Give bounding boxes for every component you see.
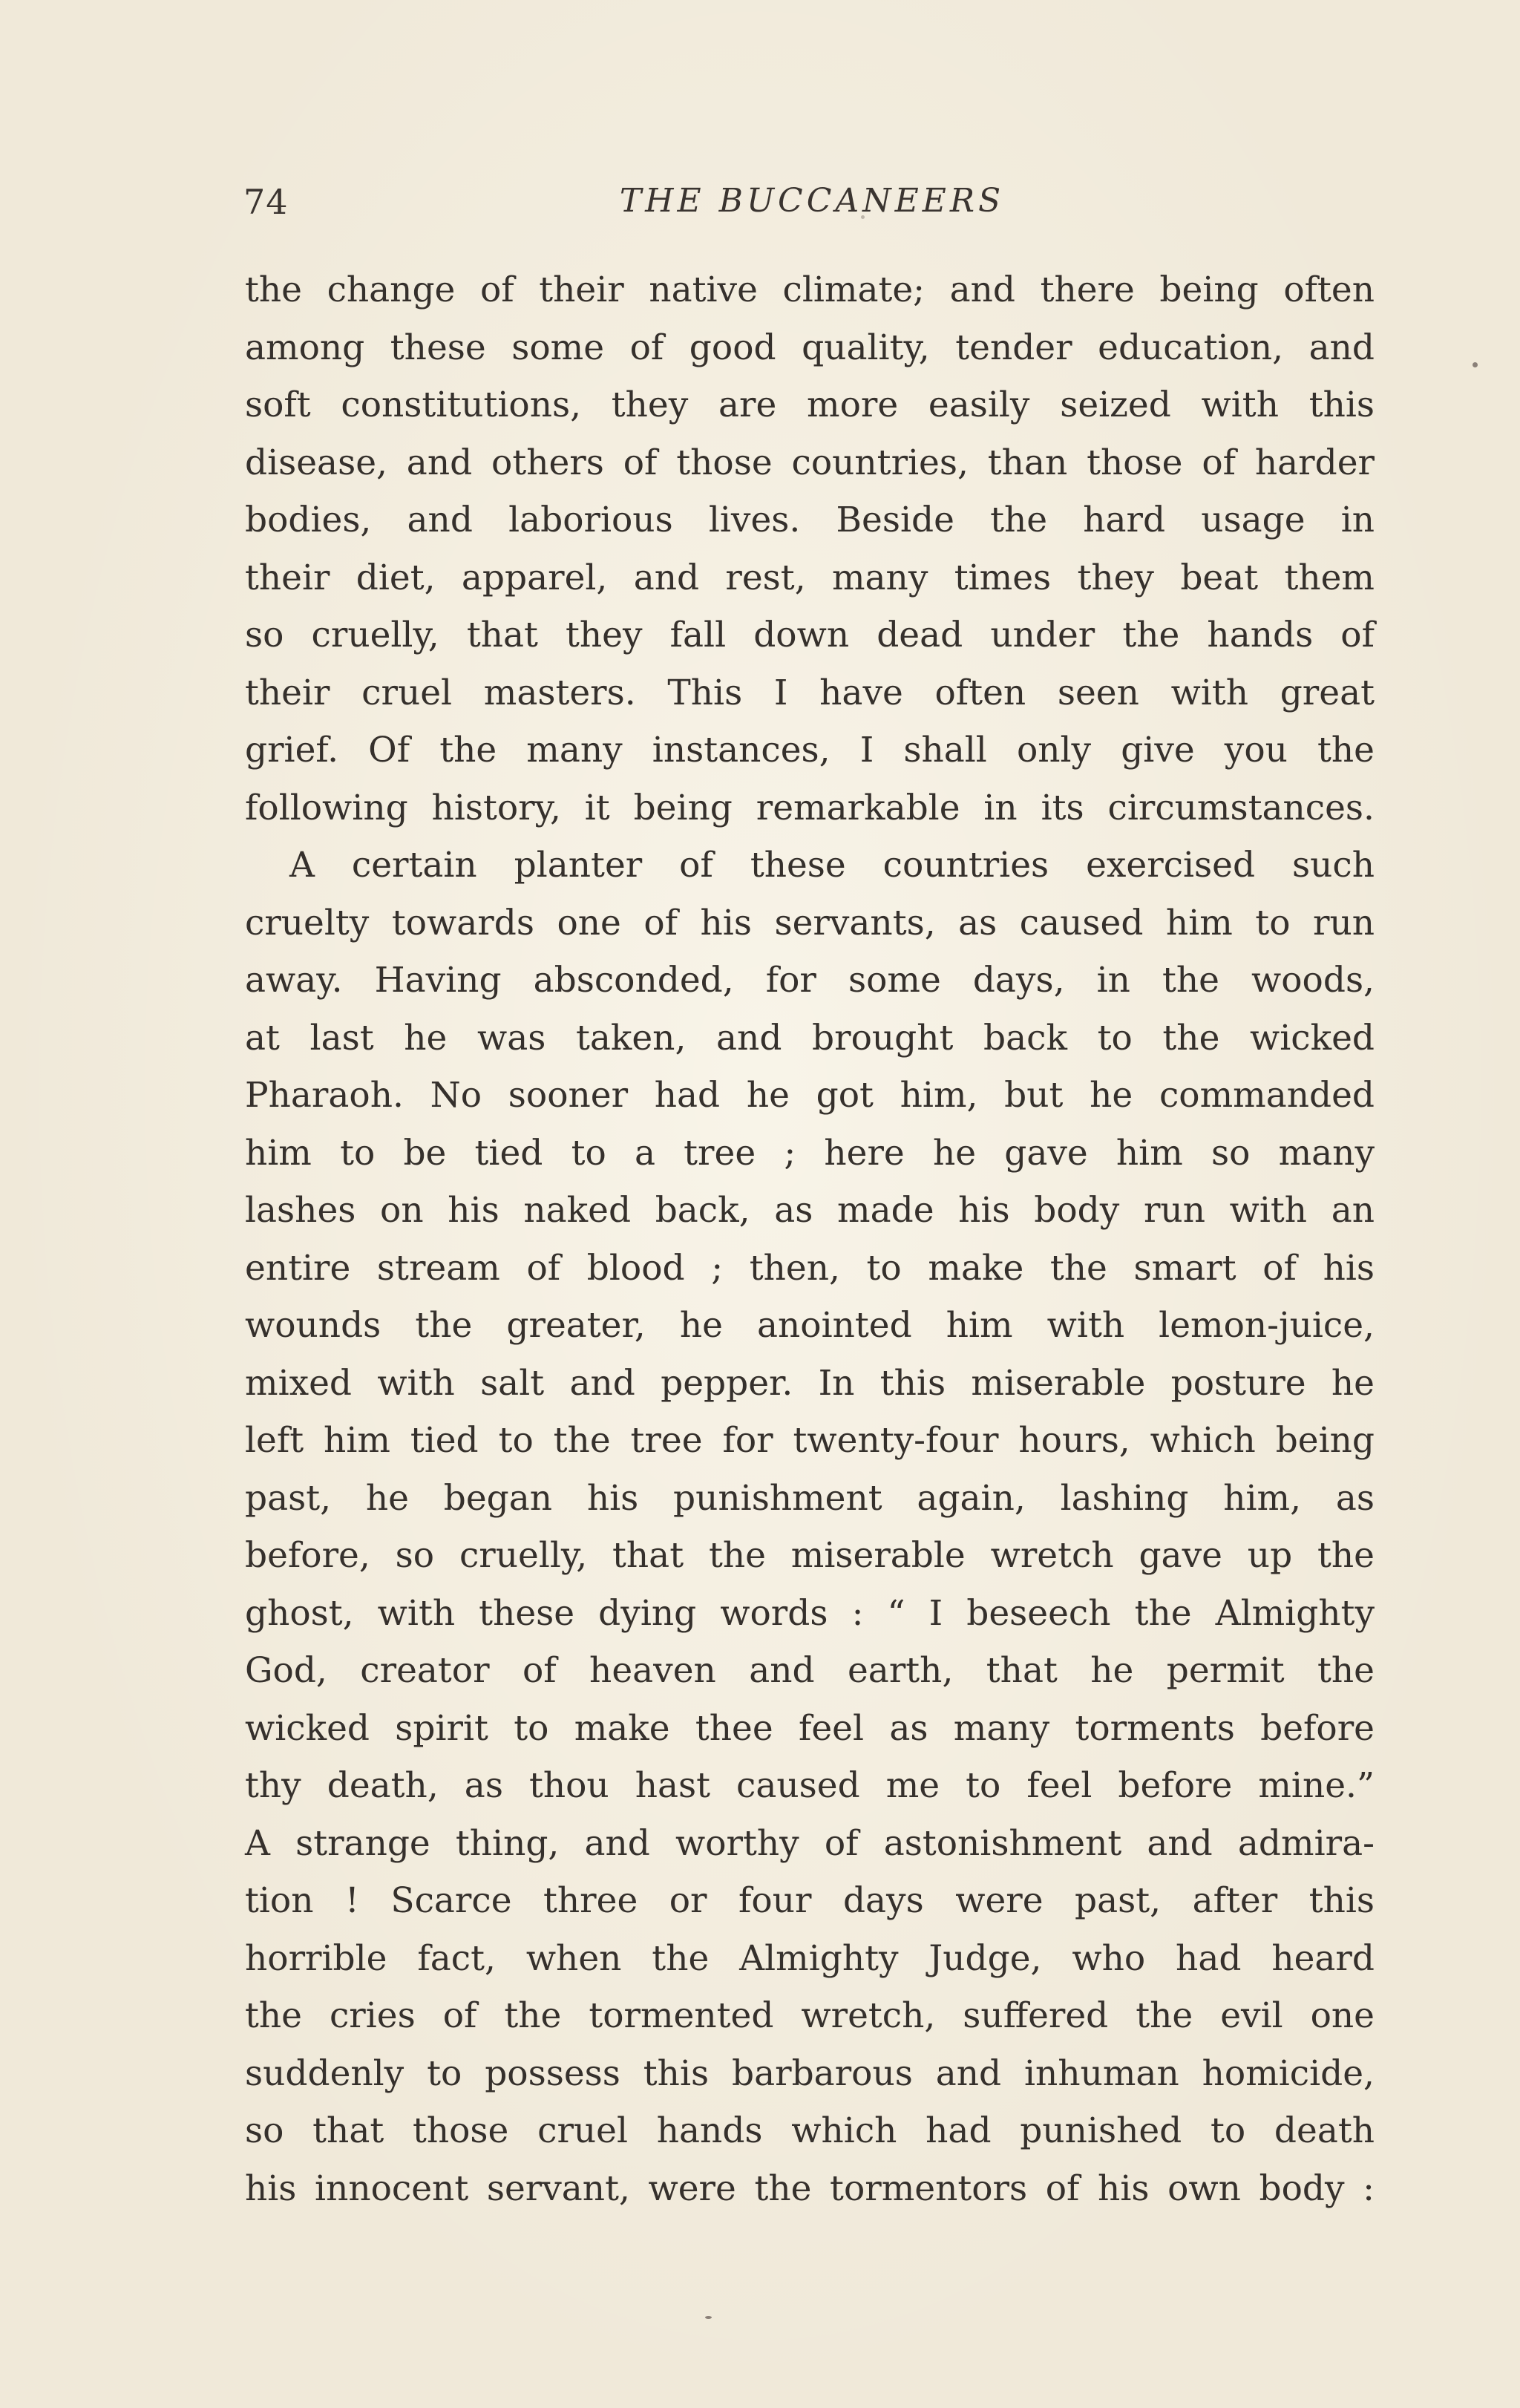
text-line: their cruel masters. This I have often seen with great (245, 672, 1375, 713)
text-line: past, he began his punishment again, lashing him, as (245, 1477, 1375, 1519)
text-line: A strange thing, and worthy of astonishment and admira- (245, 1822, 1375, 1864)
text-line: Pharaoh. No sooner had he got him, but he commanded (245, 1075, 1375, 1116)
text-line: disease, and others of those countries, than those of harder (245, 442, 1375, 483)
text-line: the cries of the tormented wretch, suffered the evil one (245, 1995, 1375, 2036)
text-line: mixed with salt and pepper. In this miserable posture he (245, 1362, 1375, 1404)
text-line: entire stream of blood ; then, to make the smart of his (245, 1247, 1375, 1289)
text-line: their diet, apparel, and rest, many times they beat them (245, 557, 1375, 598)
text-line: wounds the greater, he anointed him with lemon-juice, (245, 1305, 1375, 1346)
text-line: bodies, and laborious lives. Beside the hard usage in (245, 500, 1375, 540)
book-title: THE BUCCANEERS (619, 182, 1005, 220)
text-line: thy death, as thou hast caused me to feel before mine.” (245, 1765, 1375, 1806)
text-line: tion ! Scarce three or four days were past, after this (245, 1880, 1375, 1921)
paper-speck (705, 2316, 712, 2319)
text-line: so cruelly, that they fall down dead under the hands of (245, 615, 1375, 655)
text-line: suddenly to possess this barbarous and inhuman homicide, (245, 2052, 1375, 2094)
text-line: left him tied to the tree for twenty-four hours, which being (245, 1420, 1375, 1461)
text-line: among these some of good quality, tender education, and (245, 327, 1375, 368)
text-line: cruelty towards one of his servants, as caused him to run (245, 902, 1375, 943)
text-line: him to be tied to a tree ; here he gave him so many (245, 1132, 1375, 1174)
text-line: so that those cruel hands which had punished to death (245, 2110, 1375, 2151)
text-line: God, creator of heaven and earth, that he permit the (245, 1650, 1375, 1691)
text-line: soft constitutions, they are more easily seized with this (245, 385, 1375, 425)
text-line: ghost, with these dying words : “ I beseech the Almighty (245, 1592, 1375, 1634)
paper-speck (1472, 362, 1478, 367)
paragraph-first-line: A certain planter of these countries exercised such (289, 845, 1375, 886)
text-line: the change of their native climate; and there being often (245, 269, 1375, 310)
text-line: his innocent servant, were the tormentors of his own body : (245, 2167, 1375, 2209)
text-line: away. Having absconded, for some days, in the woods, (245, 960, 1375, 1001)
text-line: before, so cruelly, that the miserable wretch gave up the (245, 1535, 1375, 1576)
body-text (245, 261, 1375, 2217)
text-line: wicked spirit to make thee feel as many torments before (245, 1707, 1375, 1749)
text-line: lashes on his naked back, as made his body run with an (245, 1190, 1375, 1231)
text-line: following history, it being remarkable in its circumstances. (245, 787, 1375, 828)
text-line: horrible fact, when the Almighty Judge, who had heard (245, 1937, 1375, 1979)
page-number: 74 (243, 182, 289, 222)
running-head (243, 182, 1380, 241)
text-line: grief. Of the many instances, I shall only give you the (245, 730, 1375, 771)
text-line: at last he was taken, and brought back to the wicked (245, 1017, 1375, 1059)
